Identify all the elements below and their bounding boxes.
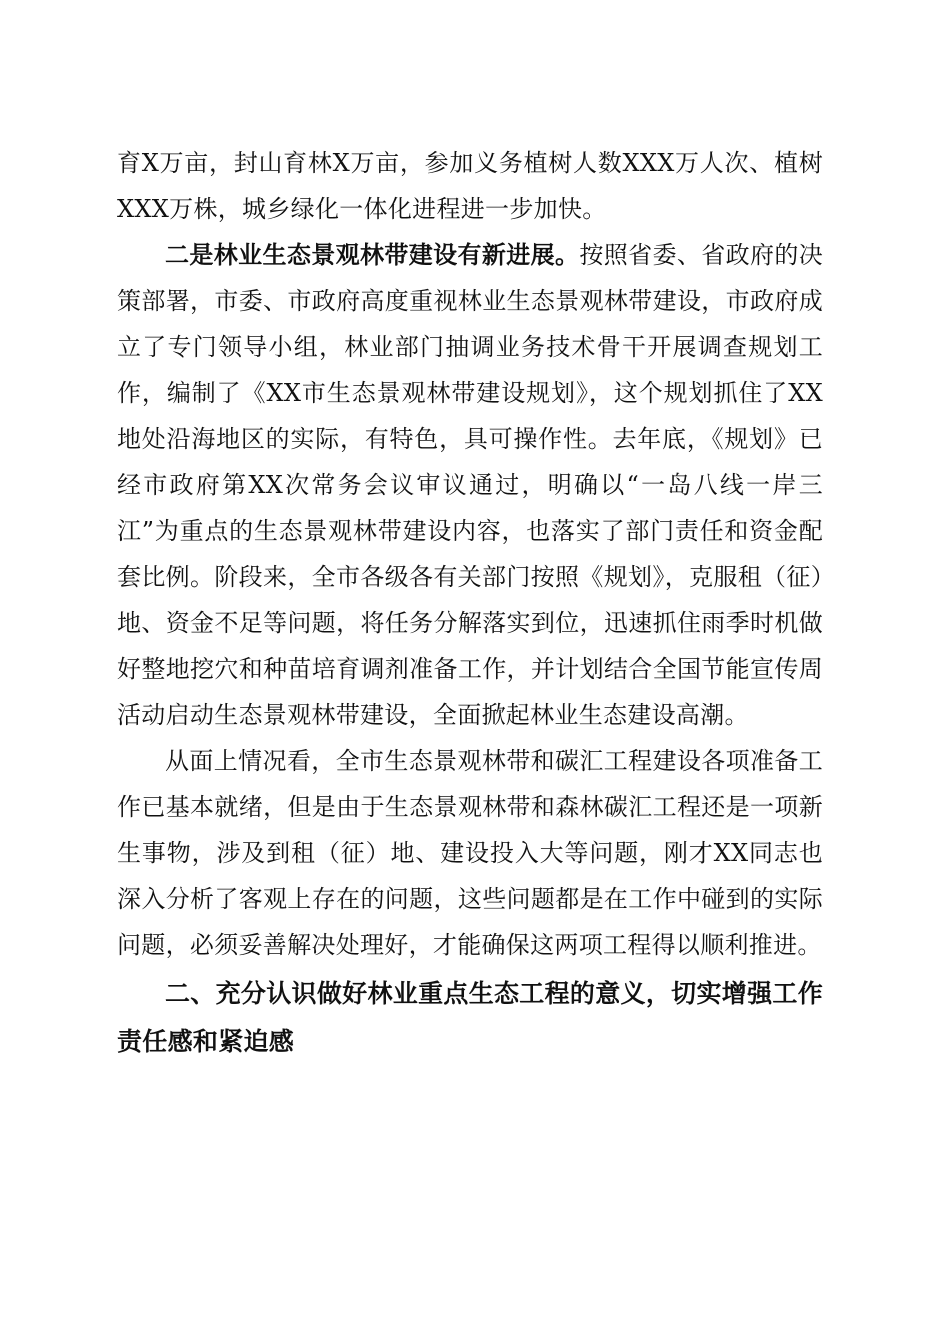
paragraph-continued: 育X万亩，封山育林X万亩，参加义务植树人数XXX万人次、植树XXX万株，城乡绿化一体化进程进一步加快。 (117, 149, 823, 223)
section-heading: 二、充分认识做好林业重点生态工程的意义，切实增强工作责任感和紧迫感 (117, 979, 823, 1056)
paragraph-body-text: 按照省委、省政府的决策部署，市委、市政府高度重视林业生态景观林带建设，市政府成立了专门领导小组，林业部门抽调业务技术骨干开展调查规划工作，编制了《XX市生态景观林带建设规划》，这个规划抓住了XX地处沿海地区的实际，有特色，具可操作性。去年底，《规划》已经市政府第XX次常务会议审议通过，明确以“一岛八线一岸三江”为重点的生态景观林带建设内容，也落实了部门责任和资金配套比例。阶段来，全市各级各有关部门按照《规划》，克服租（征）地、资金不足等问题，将任务分解落实到位，迅速抓住雨季时机做好整地挖穴和种苗培育调剂准备工作，并计划结合全国节能宣传周活动启动生态景观林带建设，全面掀起林业生态建设高潮。 (117, 241, 823, 729)
paragraph-overview: 从面上情况看，全市生态景观林带和碳汇工程建设各项准备工作已基本就绪，但是由于生态景观林带和森林碳汇工程还是一项新生事物，涉及到租（征）地、建设投入大等问题，刚才XX同志也深入分析了客观上存在的问题，这些问题都是在工作中碰到的实际问题，必须妥善解决处理好，才能确保这两项工程得以顺利推进。 (117, 747, 823, 959)
paragraph-lead-sentence: 二是林业生态景观林带建设有新进展。 (165, 241, 580, 269)
paragraph-forestry-belt (117, 232, 823, 738)
document-body (117, 140, 823, 1066)
